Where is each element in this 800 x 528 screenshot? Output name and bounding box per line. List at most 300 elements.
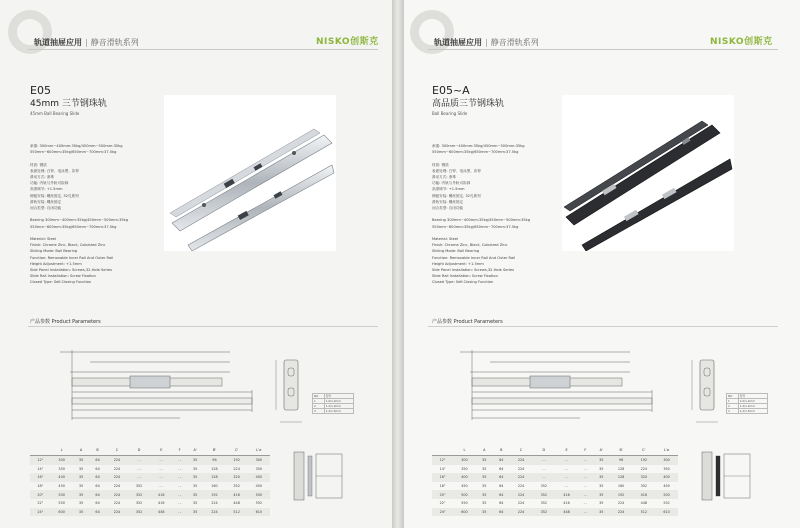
- spec-line: 闭合类型: 自闭功能: [30, 206, 62, 211]
- table-row: [30, 508, 270, 517]
- table-header-cell: B: [89, 444, 106, 456]
- table-header-cell: D: [532, 444, 555, 456]
- spec-line: Finish: Chrome Zinc, Black, Colorized Zinc: [30, 243, 106, 248]
- table-cell: 610: [248, 508, 270, 517]
- table-cell: 300: [655, 456, 678, 465]
- mini-cell: 2: [727, 404, 739, 409]
- table-cell: 300: [248, 456, 270, 465]
- table-cell: 352: [128, 490, 150, 499]
- spec-line: 高度调节: +1.5mm: [30, 187, 63, 192]
- table-cell: 64: [499, 466, 504, 471]
- table-cell: 352: [532, 490, 555, 499]
- header-title-sub: 静音滑轨系列: [90, 38, 139, 47]
- table-cell: 64: [499, 484, 504, 489]
- table-cell: 500: [453, 490, 476, 499]
- table-header-cell: C': [226, 444, 248, 456]
- spec-line: 功能: 内轨与外轨可拆卸: [30, 181, 69, 186]
- table-header-cell: A': [187, 444, 204, 456]
- section-rule: [28, 326, 378, 327]
- table-cell: 35: [78, 501, 84, 506]
- table-cell: - -: [137, 466, 141, 471]
- table-cell: - -: [177, 484, 182, 489]
- table-cell: 64: [493, 473, 510, 482]
- table-cell: 224: [517, 501, 525, 506]
- table-cell: 64: [95, 466, 100, 471]
- table-cell: 35: [192, 484, 198, 489]
- mini-cell: 1.2/1.5mm: [324, 409, 353, 414]
- table-cell: 352: [540, 484, 548, 489]
- table-cell: - -: [555, 456, 578, 465]
- thickness-table: [726, 393, 768, 414]
- table-cell: 416: [632, 490, 655, 499]
- table-cell: 20": [432, 490, 453, 499]
- table-cell: 14": [37, 466, 44, 471]
- table-cell: 320: [226, 473, 248, 482]
- table-cell: 35: [187, 473, 204, 482]
- table-cell: 64: [89, 456, 106, 465]
- table-cell: 35: [476, 508, 493, 517]
- table-cell: 448: [233, 501, 240, 506]
- table-cell: - -: [564, 466, 569, 471]
- table-cell: - -: [172, 490, 186, 499]
- table-cell: 352: [135, 484, 143, 489]
- table-cell: 18": [439, 484, 446, 489]
- table-header-cell: L'≥: [248, 444, 270, 456]
- table-cell: 192: [226, 456, 248, 465]
- mini-cell: 1: [727, 399, 739, 404]
- table-cell: - -: [150, 456, 172, 465]
- table-row: [30, 473, 270, 482]
- table-header-cell: C': [632, 444, 655, 456]
- spec-line: 功能: 内轨与外轨可拆卸: [432, 181, 471, 186]
- table-header-cell: B: [493, 444, 510, 456]
- mini-cell: NO: [313, 394, 325, 399]
- table-cell: 320: [632, 473, 655, 482]
- table-cell: 352: [135, 501, 143, 506]
- table-cell: 20": [30, 490, 51, 499]
- table-cell: 224: [113, 466, 121, 471]
- table-cell: 224: [211, 501, 218, 506]
- table-cell: 160: [211, 484, 218, 489]
- table-cell: 350: [255, 466, 263, 471]
- rail-profile-side-view: [686, 350, 726, 430]
- table-cell: 12": [30, 456, 51, 465]
- table-cell: 35: [593, 490, 610, 499]
- table-header-cell: A': [593, 444, 610, 456]
- table-cell: 450: [663, 484, 670, 489]
- model-name: 45mm 三节钢珠轨: [30, 99, 107, 109]
- table-row: [30, 456, 270, 465]
- table-cell: 16": [432, 473, 453, 482]
- table-cell: 300: [453, 456, 476, 465]
- table-cell: 128: [610, 473, 633, 482]
- table-header-cell: F: [578, 444, 593, 456]
- section-title: 产品参数 Product Parameters: [432, 319, 503, 325]
- table-cell: 610: [655, 508, 678, 517]
- header-title: 轨道抽屉应用 | 静音滑轨系列: [434, 38, 539, 47]
- table-cell: 35: [599, 466, 604, 471]
- table-cell: 600: [51, 508, 73, 517]
- table-cell: 352: [640, 484, 648, 489]
- spec-line: Side Panel Installation: Screws,32-Hole Series: [30, 268, 113, 273]
- brand-logo: NISKO创斯克: [316, 37, 379, 47]
- steel-slide-rails-image: [164, 95, 336, 251]
- mini-cell: 3: [727, 409, 739, 414]
- table-cell: - -: [177, 501, 182, 506]
- table-cell: 416: [563, 501, 570, 506]
- table-cell: 64: [493, 508, 510, 517]
- spec-line: 材质: 钢质: [30, 162, 47, 167]
- table-cell: - -: [159, 484, 164, 489]
- table-cell: 35: [476, 456, 493, 465]
- table-cell: 35: [482, 466, 487, 471]
- dimension-table: [432, 444, 678, 516]
- black-slide-rails-image: [562, 95, 734, 251]
- spec-line: 材质: 钢质: [432, 162, 449, 167]
- table-cell: 416: [226, 490, 248, 499]
- spec-line: 550mm~600mm:35kg/650mm~700mm:37.5kg: [30, 150, 117, 155]
- table-cell: 64: [89, 473, 106, 482]
- table-header-cell: B': [610, 444, 633, 456]
- spec-line: 侧板安装: 螺丝固定, 32孔系列: [30, 193, 79, 198]
- table-cell: 224: [640, 466, 648, 471]
- table-cell: 416: [158, 501, 165, 506]
- table-cell: 416: [555, 490, 578, 499]
- table-cell: 500: [51, 490, 73, 499]
- table-cell: 552: [255, 501, 263, 506]
- spec-line: Function: Removable Inner Rail And Outer Rail: [30, 255, 114, 260]
- table-cell: 64: [89, 490, 106, 499]
- model-name: 高品质三节钢珠轨: [432, 99, 505, 109]
- table-row: [30, 490, 270, 499]
- table-row: [30, 482, 270, 491]
- table-cell: 35: [482, 501, 487, 506]
- table-cell: 35: [187, 508, 204, 517]
- table-cell: 352: [540, 501, 548, 506]
- table-cell: 64: [95, 501, 100, 506]
- header-title-main: 轨道抽屉应用: [34, 38, 82, 47]
- spec-line: 滑动方式: 滚珠: [30, 175, 54, 180]
- table-cell: 160: [617, 484, 625, 489]
- table-cell: - -: [578, 508, 593, 517]
- table-cell: 35: [187, 456, 204, 465]
- table-cell: 350: [58, 466, 65, 471]
- table-cell: 35: [593, 456, 610, 465]
- mini-cell: 1.2/1.5mm: [738, 409, 767, 414]
- spec-line: Function: Removable Inner Rail And Outer Rail: [432, 255, 516, 260]
- cabinet-cross-section: [288, 448, 350, 504]
- table-cell: 400: [453, 473, 476, 482]
- spec-line: 表面处理: 白锌、电泳黑、彩锌: [30, 168, 80, 173]
- table-header-cell: L: [453, 444, 476, 456]
- rail-dimension-drawing: [430, 340, 680, 430]
- table-cell: - -: [177, 466, 182, 471]
- table-cell: - -: [532, 473, 555, 482]
- table-cell: 352: [233, 484, 240, 489]
- spec-line: Closed Type: Self-Closing Function: [432, 280, 494, 285]
- table-cell: 128: [617, 466, 625, 471]
- table-cell: - -: [128, 456, 150, 465]
- mini-cell: 1.2/1.2mm: [324, 404, 353, 409]
- mini-cell: 1: [313, 399, 325, 404]
- table-cell: 16": [30, 473, 51, 482]
- section-title: 产品参数 Product Parameters: [30, 319, 101, 325]
- table-cell: 224: [106, 456, 128, 465]
- spec-line: Material: Steel: [432, 237, 459, 242]
- spec-line: Sliding Mode: Ball Bearing: [432, 249, 480, 254]
- spec-line: 滑动方式: 滚珠: [432, 175, 456, 180]
- table-cell: 448: [555, 508, 578, 517]
- cabinet-cross-section: [696, 448, 758, 504]
- mini-cell: 1.2/1.2mm: [738, 404, 767, 409]
- table-header-cell: D: [128, 444, 150, 456]
- table-cell: 35: [192, 501, 198, 506]
- table-row: [432, 473, 678, 482]
- table-cell: 224: [610, 508, 633, 517]
- table-cell: 96: [203, 456, 225, 465]
- table-header-row: [432, 444, 678, 456]
- header-title-main: 轨道抽屉应用: [434, 38, 482, 47]
- table-cell: - -: [150, 473, 172, 482]
- table-cell: 224: [510, 508, 533, 517]
- header-rule: [428, 49, 778, 50]
- table-cell: 350: [663, 466, 670, 471]
- spec-block: [30, 143, 128, 286]
- table-cell: 192: [632, 456, 655, 465]
- table-cell: 600: [453, 508, 476, 517]
- table-cell: 450: [58, 484, 65, 489]
- spec-line: 闭合类型: 自闭功能: [432, 206, 464, 211]
- table-cell: 24": [432, 508, 453, 517]
- spec-line: 侧板安装: 螺丝固定, 32孔系列: [432, 193, 481, 198]
- table-cell: 224: [517, 466, 525, 471]
- table-cell: 64: [89, 508, 106, 517]
- table-cell: 35: [476, 473, 493, 482]
- table-row: [432, 465, 678, 474]
- table-header-cell: [30, 444, 51, 456]
- table-cell: - -: [532, 456, 555, 465]
- spec-line: Bearing 300mm~400mm:35kg/450mm~500mm:35kg: [30, 218, 129, 223]
- header-title: 轨道抽屉应用 | 静音滑轨系列: [34, 38, 139, 47]
- spec-line: Material: Steel: [30, 237, 57, 242]
- table-cell: 224: [106, 473, 128, 482]
- rail-profile-side-view: [270, 350, 310, 430]
- table-cell: 550: [58, 501, 65, 506]
- table-cell: 350: [461, 466, 468, 471]
- table-cell: 64: [493, 456, 510, 465]
- table-cell: 400: [655, 473, 678, 482]
- table-cell: - -: [555, 473, 578, 482]
- model-code: E05: [30, 84, 51, 97]
- table-row: [432, 499, 678, 508]
- left-page: [0, 0, 395, 528]
- spec-line: Side Panel Installation: Screws,32-Hole Series: [432, 268, 515, 273]
- table-cell: 35: [78, 466, 84, 471]
- table-cell: 35: [599, 501, 604, 506]
- table-cell: 224: [617, 501, 625, 506]
- table-header-cell: L'≥: [655, 444, 678, 456]
- table-cell: 35: [599, 484, 604, 489]
- table-cell: - -: [578, 490, 593, 499]
- table-cell: 128: [211, 466, 218, 471]
- spec-line: Slide Rail Installation: Screw Fixation: [30, 274, 96, 279]
- header-rule: [28, 49, 378, 50]
- table-cell: 448: [640, 501, 648, 506]
- table-cell: 64: [499, 501, 504, 506]
- table-cell: 18": [37, 484, 44, 489]
- table-cell: - -: [172, 508, 186, 517]
- table-cell: 224: [510, 490, 533, 499]
- right-page: [404, 0, 800, 528]
- table-cell: 14": [439, 466, 446, 471]
- table-header-cell: F: [172, 444, 186, 456]
- table-cell: 35: [187, 490, 204, 499]
- table-cell: 12": [432, 456, 453, 465]
- table-cell: 512: [632, 508, 655, 517]
- table-cell: 35: [593, 473, 610, 482]
- table-cell: 64: [493, 490, 510, 499]
- table-row: [432, 456, 678, 465]
- spec-line: 滑轨安装: 螺丝固定: [432, 199, 464, 204]
- table-cell: - -: [172, 456, 186, 465]
- table-cell: 35: [476, 490, 493, 499]
- section-rule: [428, 326, 778, 327]
- mini-cell: 2: [313, 404, 325, 409]
- table-header-cell: E: [555, 444, 578, 456]
- table-row: [30, 499, 270, 508]
- table-cell: 352: [128, 508, 150, 517]
- table-cell: 24": [30, 508, 51, 517]
- product-photo: [164, 95, 336, 251]
- table-cell: 224: [113, 484, 121, 489]
- model-name-en: Ball Bearing Slide: [432, 111, 468, 116]
- table-header-cell: A: [73, 444, 90, 456]
- table-cell: 224: [510, 473, 533, 482]
- mini-cell: 3: [313, 409, 325, 414]
- table-row: [432, 482, 678, 491]
- mini-cell: NO: [727, 394, 739, 399]
- table-cell: 400: [51, 473, 73, 482]
- mini-cell: 1.0/1.2mm: [738, 399, 767, 404]
- table-header-cell: C: [510, 444, 533, 456]
- table-cell: 96: [610, 456, 633, 465]
- table-cell: 300: [51, 456, 73, 465]
- model-name-en: 45mm Ball Bearing Slide: [30, 111, 80, 116]
- table-cell: 224: [106, 508, 128, 517]
- table-cell: 400: [248, 473, 270, 482]
- spec-line: 承重: 300mm~400mm:35kg/450mm~500mm:35kg: [432, 144, 525, 148]
- table-cell: 35: [192, 466, 198, 471]
- table-cell: 128: [203, 473, 225, 482]
- table-cell: 224: [106, 490, 128, 499]
- table-cell: 500: [248, 490, 270, 499]
- table-cell: 224: [510, 456, 533, 465]
- spec-line: Height Adjustment: +1.5mm: [30, 261, 82, 266]
- table-header-cell: A: [476, 444, 493, 456]
- rail-dimension-drawing: [30, 340, 280, 430]
- spec-line: Slide Rail Installation: Screw Fixation: [432, 274, 498, 279]
- table-cell: 35: [78, 484, 84, 489]
- table-cell: 192: [203, 490, 225, 499]
- spec-line: 承重: 300mm~400mm:35kg/450mm~500mm:35kg: [30, 144, 123, 148]
- spec-line: 高度调节: +1.5mm: [432, 187, 465, 192]
- table-cell: 35: [593, 508, 610, 517]
- table-header-cell: L: [51, 444, 73, 456]
- table-cell: - -: [583, 501, 588, 506]
- table-cell: 450: [255, 484, 263, 489]
- table-cell: 35: [482, 484, 487, 489]
- table-cell: 224: [517, 484, 525, 489]
- brand-logo: NISKO创斯克: [710, 37, 773, 47]
- table-cell: 500: [655, 490, 678, 499]
- spec-block: [432, 143, 530, 286]
- table-cell: 192: [610, 490, 633, 499]
- spec-line: Closed Type: Self-Closing Function: [30, 280, 92, 285]
- product-photo: [562, 95, 734, 251]
- table-header-cell: C: [106, 444, 128, 456]
- table-cell: 416: [150, 490, 172, 499]
- table-cell: - -: [583, 484, 588, 489]
- table-cell: 35: [73, 490, 90, 499]
- spec-line: 滑轨安装: 螺丝固定: [30, 199, 62, 204]
- spec-line: Height Adjustment: +1.5mm: [432, 261, 484, 266]
- spec-line: 表面处理: 白锌、电泳黑、彩锌: [432, 168, 482, 173]
- spec-line: 550mm~600mm:35kg/650mm~700mm:37.5kg: [432, 150, 519, 155]
- spec-line: 550mm~600mm:35kg/650mm~700mm:37.5kg: [432, 224, 519, 229]
- model-code: E05~A: [432, 84, 470, 97]
- spec-line: 550mm~600mm:35kg/650mm~700mm:37.5kg: [30, 224, 117, 229]
- table-header-cell: [432, 444, 453, 456]
- header-title-sub: 静音滑轨系列: [490, 38, 539, 47]
- table-cell: 35: [73, 456, 90, 465]
- table-row: [432, 490, 678, 499]
- table-cell: - -: [583, 466, 588, 471]
- table-cell: - -: [578, 456, 593, 465]
- table-cell: - -: [172, 473, 186, 482]
- table-cell: 22": [439, 501, 446, 506]
- spec-line: Finish: Chrome Zinc, Black, Colorized Zinc: [432, 243, 508, 248]
- table-cell: - -: [159, 466, 164, 471]
- table-header-cell: E: [150, 444, 172, 456]
- table-cell: 450: [461, 484, 468, 489]
- table-cell: 448: [150, 508, 172, 517]
- spec-line: Sliding Mode: Ball Bearing: [30, 249, 78, 254]
- table-cell: 224: [203, 508, 225, 517]
- table-cell: 550: [461, 501, 468, 506]
- table-cell: - -: [128, 473, 150, 482]
- table-cell: 22": [37, 501, 44, 506]
- table-cell: 224: [113, 501, 121, 506]
- table-cell: 352: [532, 508, 555, 517]
- mini-cell: 1.0/1.2mm: [324, 399, 353, 404]
- table-cell: 35: [73, 508, 90, 517]
- dimension-table: [30, 444, 270, 516]
- mini-cell: 型号: [324, 394, 353, 399]
- table-cell: - -: [542, 466, 546, 471]
- table-header-row: [30, 444, 270, 456]
- spec-line: Bearing 300mm~400mm:35kg/450mm~500mm:35kg: [432, 218, 531, 223]
- table-cell: 552: [663, 501, 670, 506]
- table-cell: - -: [578, 473, 593, 482]
- table-header-cell: B': [203, 444, 225, 456]
- thickness-table: [312, 393, 354, 414]
- table-cell: - -: [564, 484, 569, 489]
- table-cell: 512: [226, 508, 248, 517]
- table-cell: 64: [95, 484, 100, 489]
- table-row: [30, 465, 270, 474]
- mini-cell: 型号: [738, 394, 767, 399]
- table-cell: 35: [73, 473, 90, 482]
